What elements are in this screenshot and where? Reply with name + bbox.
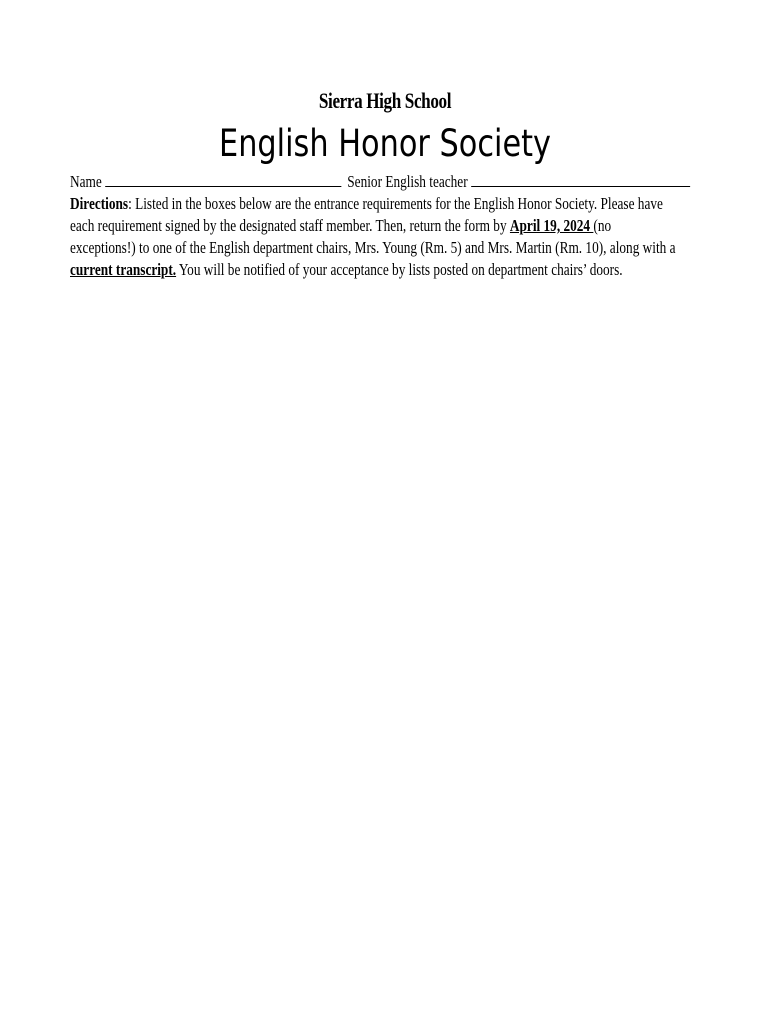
teacher-label: Senior English teacher	[347, 172, 468, 191]
page-title: English Honor Society	[219, 122, 551, 165]
directions-line-4	[70, 259, 696, 281]
directions-line-1	[70, 193, 696, 215]
transcript-requirement: current transcript.	[70, 260, 177, 279]
directions-line-2	[70, 215, 696, 237]
name-teacher-line	[70, 172, 696, 192]
directions-line-2-end: (no	[593, 216, 612, 235]
directions-label: Directions	[70, 194, 129, 213]
directions-line-1-text: : Listed in the boxes below are the entrance requirements for the English Honor Society. Please have	[128, 194, 663, 213]
directions-line-3: exceptions!) to one of the English department chairs, Mrs. Young (Rm. 5) and Mrs. Martin (Rm. 10), along with a	[70, 238, 676, 257]
directions-line-4-text: You will be notified of your acceptance by lists posted on department chairs’ doors.	[176, 260, 623, 279]
teacher-field[interactable]	[471, 172, 690, 187]
name-label: Name	[70, 172, 102, 191]
directions-paragraph	[70, 193, 696, 281]
directions-line-2-text: each requirement signed by the designated staff member. Then, return the form by	[70, 216, 510, 235]
school-name: Sierra High School	[318, 88, 452, 113]
name-field[interactable]	[105, 172, 341, 187]
deadline-date: April 19, 2024	[509, 216, 594, 235]
